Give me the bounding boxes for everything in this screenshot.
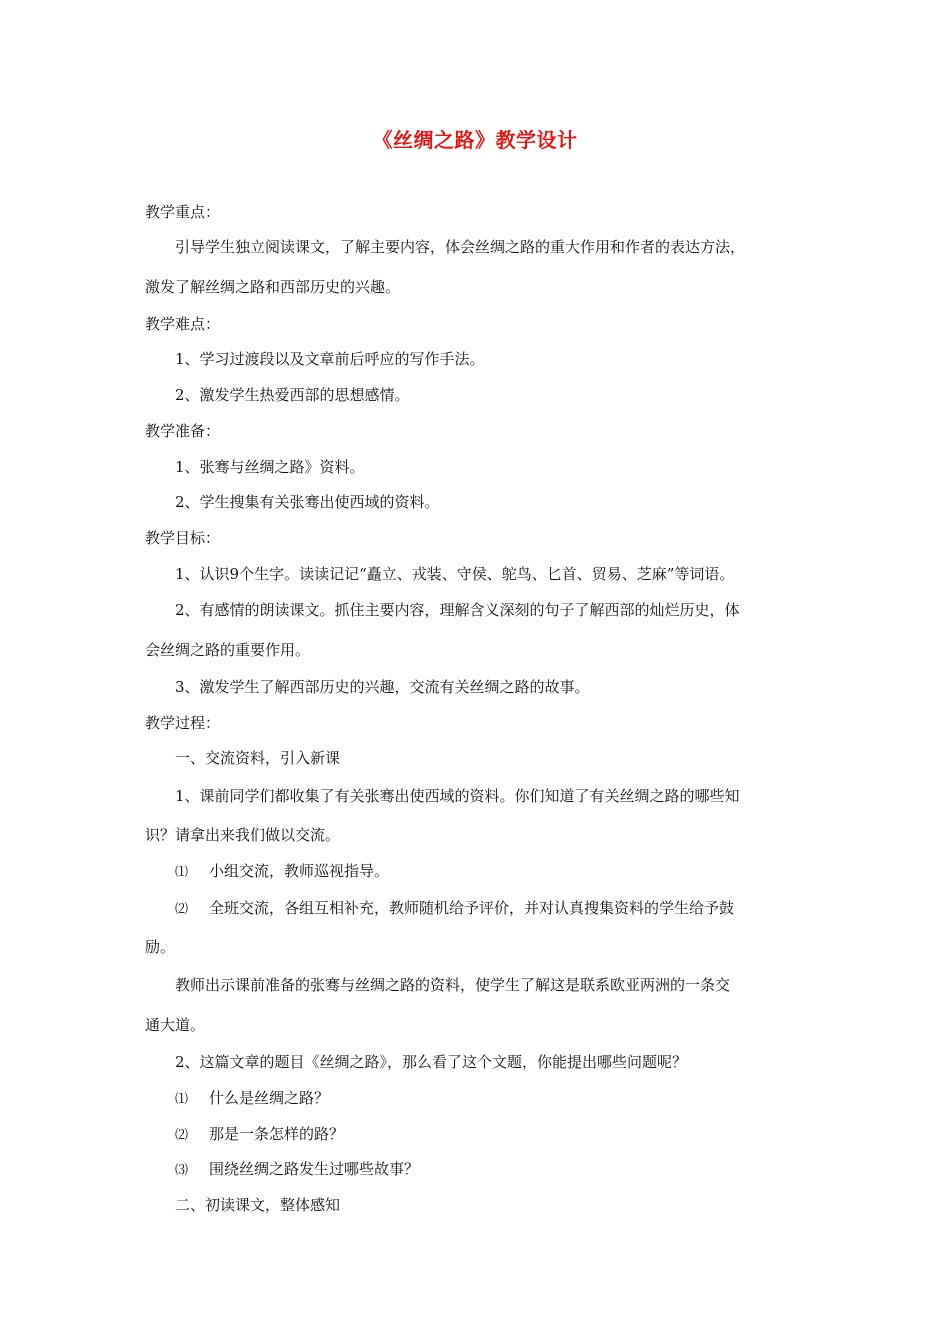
paragraph-line: 教师出示课前准备的张骞与丝绸之路的资料，使学生了解这是联系欧亚两洲的一条交 bbox=[175, 976, 731, 994]
paragraph-line: 识？请拿出来我们做以交流。 bbox=[145, 826, 341, 844]
heading-difficulties: 教学难点： bbox=[145, 315, 221, 333]
list-item: 1、张骞与丝绸之路》资料。 bbox=[175, 458, 365, 476]
heading-preparation: 教学准备： bbox=[145, 422, 221, 440]
sub-item-text: 那是一条怎样的路？ bbox=[209, 1125, 345, 1143]
paragraph-line: 会丝绸之路的重要作用。 bbox=[145, 641, 311, 659]
paragraph-line: 引导学生独立阅读课文，了解主要内容，体会丝绸之路的重大作用和作者的表达方法， bbox=[175, 238, 746, 256]
list-item: 2、激发学生热爱西部的思想感情。 bbox=[175, 386, 410, 404]
sub-item bbox=[175, 1088, 855, 1110]
heading-process: 教学过程： bbox=[145, 714, 221, 732]
item-marker: ⑴ bbox=[175, 865, 189, 880]
sub-item-text: 什么是丝绸之路？ bbox=[209, 1089, 330, 1107]
list-item: 1、认识9个生字。读读记记“矗立、戎装、守侯、鸵鸟、匕首、贸易、芝麻”等词语。 bbox=[175, 565, 735, 583]
section-heading: 二、初读课文，整体感知 bbox=[175, 1196, 341, 1214]
list-item: 1、课前同学们都收集了有关张骞出使西域的资料。你们知道了有关丝绸之路的哪些知 bbox=[175, 787, 740, 805]
item-marker: ⑵ bbox=[175, 902, 189, 917]
sub-item bbox=[175, 1124, 855, 1146]
sub-item-text: 小组交流，教师巡视指导。 bbox=[209, 862, 390, 880]
heading-objectives: 教学目标： bbox=[145, 529, 221, 547]
document-title: 《丝绸之路》教学设计 bbox=[372, 128, 578, 152]
list-item: 2、学生搜集有关张骞出使西域的资料。 bbox=[175, 493, 440, 511]
item-marker: ⑶ bbox=[175, 1163, 189, 1178]
sub-item bbox=[175, 1159, 855, 1181]
heading-key-points: 教学重点： bbox=[145, 203, 221, 221]
list-item: 3、激发学生了解西部历史的兴趣，交流有关丝绸之路的故事。 bbox=[175, 678, 590, 696]
list-item: 2、有感情的朗读课文。抓住主要内容，理解含义深刻的句子了解西部的灿烂历史，体 bbox=[175, 601, 740, 619]
sub-item-text: 围绕丝绸之路发生过哪些故事？ bbox=[209, 1160, 420, 1178]
list-item: 1、学习过渡段以及文章前后呼应的写作手法。 bbox=[175, 350, 485, 368]
sub-item-text: 全班交流，各组互相补充，教师随机给予评价，并对认真搜集资料的学生给予鼓 bbox=[209, 899, 735, 917]
sub-item bbox=[175, 898, 855, 920]
paragraph-line: 通大道。 bbox=[145, 1016, 206, 1034]
list-item: 2、这篇文章的题目《丝绸之路》，那么看了这个文题，你能提出哪些问题呢？ bbox=[175, 1053, 688, 1071]
item-marker: ⑵ bbox=[175, 1128, 189, 1143]
section-heading: 一、交流资料，引入新课 bbox=[175, 749, 341, 767]
paragraph-line: 激发了解丝绸之路和西部历史的兴趣。 bbox=[145, 278, 401, 296]
sub-item bbox=[175, 861, 855, 883]
paragraph-line: 励。 bbox=[145, 938, 176, 956]
item-marker: ⑴ bbox=[175, 1092, 189, 1107]
